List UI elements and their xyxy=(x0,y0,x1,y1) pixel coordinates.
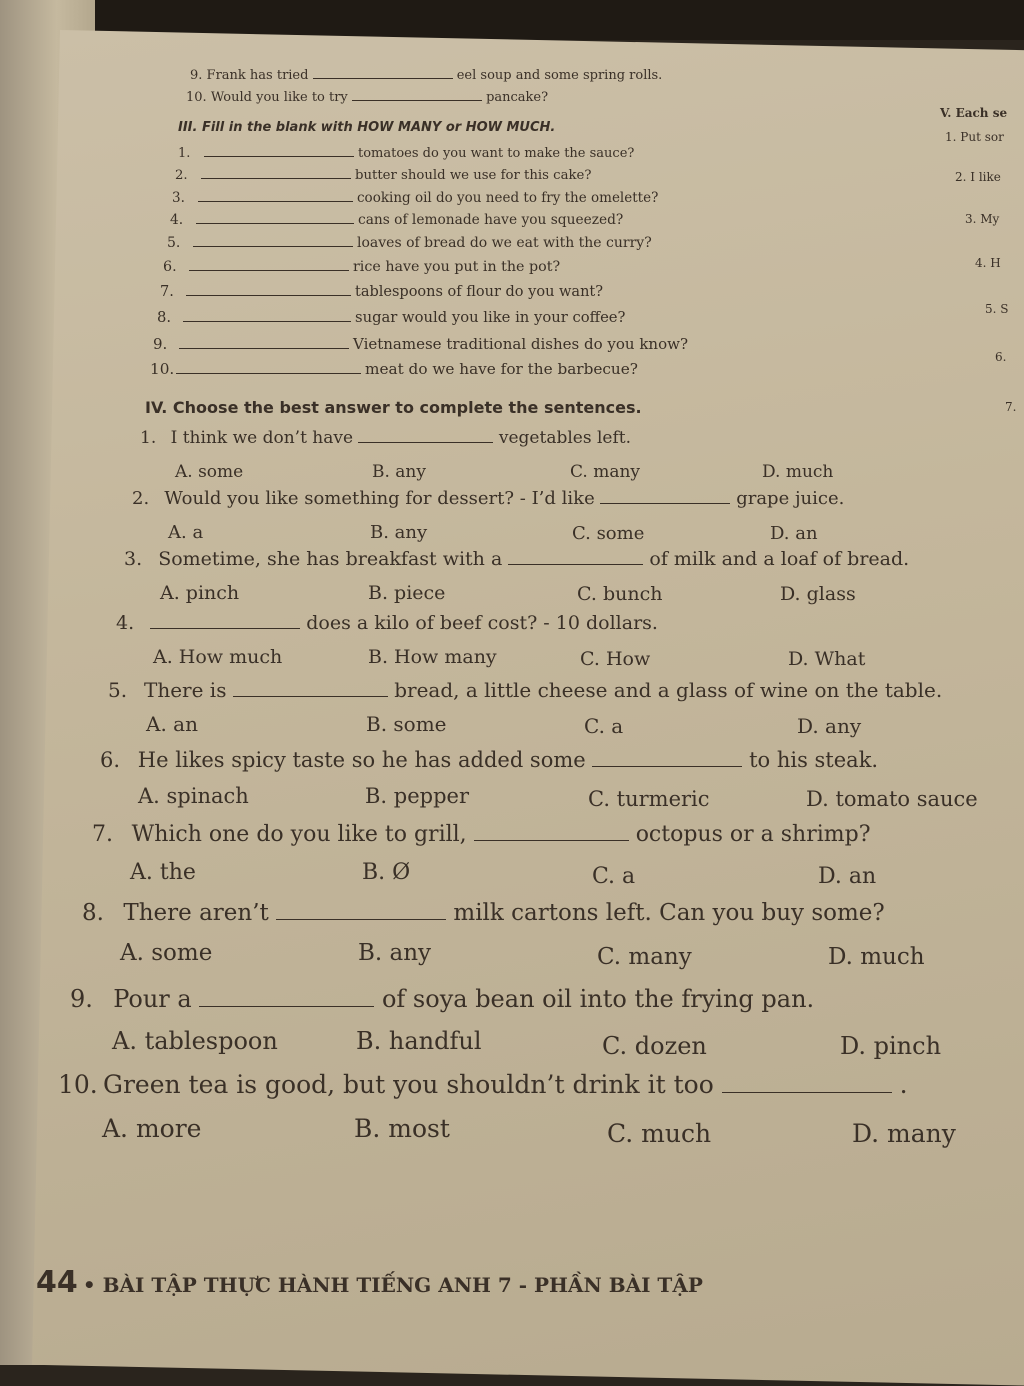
worksheet-page xyxy=(32,30,1024,1386)
item-number: 8. xyxy=(157,309,172,326)
option-d[interactable]: D. much xyxy=(828,944,925,970)
option-b[interactable]: B. How many xyxy=(368,646,497,668)
question-number: 5. xyxy=(108,678,128,702)
item-text: loaves of bread do we eat with the curry? xyxy=(357,235,652,251)
item-text: cans of lemonade have you squeezed? xyxy=(358,212,624,228)
question-2 xyxy=(132,488,844,509)
question-number: 9. xyxy=(190,68,203,83)
option-a[interactable]: A. an xyxy=(146,712,198,736)
option-c[interactable]: C. a xyxy=(584,714,624,738)
answer-blank[interactable] xyxy=(592,766,742,767)
item-number: 4. xyxy=(170,212,184,228)
page-number: 44 xyxy=(36,1265,78,1300)
section3-item xyxy=(178,146,634,161)
question-text: eel soup and some spring rolls. xyxy=(456,68,663,83)
answer-blank[interactable] xyxy=(276,919,446,920)
option-a[interactable]: A. pinch xyxy=(160,582,240,604)
option-a[interactable]: A. a xyxy=(168,522,204,543)
option-d[interactable]: D. What xyxy=(788,648,866,670)
question-8 xyxy=(82,900,885,926)
item-text: sugar would you like in your coffee? xyxy=(355,309,626,326)
section5-item: 2. I like xyxy=(955,170,1001,184)
section3-item xyxy=(175,168,591,183)
question-number: 10. xyxy=(58,1070,98,1099)
answer-blank[interactable] xyxy=(196,223,354,224)
question-text: . xyxy=(899,1070,908,1099)
question-text: Pour a xyxy=(113,985,192,1013)
item-number: 9. xyxy=(153,335,168,353)
option-b[interactable]: B. some xyxy=(366,712,447,736)
question-text: I think we don’t have xyxy=(170,428,354,448)
answer-blank[interactable] xyxy=(233,696,388,697)
section5-item: 3. My xyxy=(965,212,1000,226)
question-number: 10. xyxy=(186,90,207,105)
question-number: 4. xyxy=(116,612,135,634)
option-d[interactable]: D. much xyxy=(762,462,834,482)
item-number: 1. xyxy=(178,146,191,161)
option-a[interactable]: A. some xyxy=(175,462,244,482)
option-c[interactable]: C. turmeric xyxy=(588,787,710,811)
section5-item: 5. S xyxy=(985,302,1009,316)
question-text: Would you like something for dessert? - I’d like xyxy=(164,488,595,509)
option-b[interactable]: B. any xyxy=(370,522,428,543)
section3-item xyxy=(153,335,688,353)
item-text: tablespoons of flour do you want? xyxy=(355,284,604,300)
answer-blank[interactable] xyxy=(183,321,351,322)
question-text: does a kilo of beef cost? - 10 dollars. xyxy=(306,612,658,634)
section3-item xyxy=(163,259,560,275)
answer-blank[interactable] xyxy=(358,442,493,443)
section3-item xyxy=(150,360,638,378)
item-number: 7. xyxy=(160,284,174,300)
question-text: octopus or a shrimp? xyxy=(635,822,871,847)
option-d[interactable]: D. an xyxy=(770,523,818,544)
option-b[interactable]: B. any xyxy=(372,462,426,482)
option-c[interactable]: C. many xyxy=(597,944,692,970)
question-text: Green tea is good, but you shouldn’t drink it too xyxy=(103,1070,714,1099)
answer-blank[interactable] xyxy=(186,295,351,296)
question-text: Would you like to try xyxy=(210,90,348,105)
answer-blank[interactable] xyxy=(352,100,482,101)
section5-heading: V. Each se xyxy=(940,106,1008,120)
option-d[interactable]: D. an xyxy=(818,864,877,889)
answer-blank[interactable] xyxy=(722,1092,892,1093)
answer-blank[interactable] xyxy=(150,628,300,629)
option-b[interactable]: B. any xyxy=(358,940,432,966)
option-c[interactable]: C. many xyxy=(570,462,641,482)
question-9 xyxy=(70,985,814,1013)
question-number: 1. xyxy=(140,428,157,448)
answer-blank[interactable] xyxy=(313,78,453,79)
item-text: meat do we have for the barbecue? xyxy=(365,360,638,378)
section5-item: 7. xyxy=(1005,400,1017,414)
section4-heading: IV. Choose the best answer to complete the sentences. xyxy=(145,398,642,417)
question-text: vegetables left. xyxy=(498,428,631,448)
section3-heading: III. Fill in the blank with HOW MANY or HOW MUCH. xyxy=(178,120,556,135)
question-1 xyxy=(140,428,631,448)
question-text: Which one do you like to grill, xyxy=(131,822,467,847)
section2-q10 xyxy=(186,90,548,105)
question-text: There aren’t xyxy=(123,900,269,926)
item-text: tomatoes do you want to make the sauce? xyxy=(358,146,635,161)
section3-item xyxy=(170,212,623,228)
option-a[interactable]: A. tablespoon xyxy=(112,1027,278,1055)
question-text: bread, a little cheese and a glass of wine on the table. xyxy=(394,678,943,702)
answer-blank[interactable] xyxy=(179,348,349,349)
option-b[interactable]: B. most xyxy=(354,1114,450,1143)
question-text: milk cartons left. Can you buy some? xyxy=(453,900,885,926)
item-text: rice have you put in the pot? xyxy=(353,259,561,275)
question-number: 7. xyxy=(92,822,113,847)
question-text: grape juice. xyxy=(736,488,845,509)
option-d[interactable]: D. pinch xyxy=(840,1032,942,1060)
item-number: 2. xyxy=(175,168,188,183)
question-text: pancake? xyxy=(486,90,549,105)
option-c[interactable]: C. bunch xyxy=(577,583,663,605)
option-c[interactable]: C. How xyxy=(580,648,651,670)
section3-item xyxy=(160,284,603,300)
answer-blank[interactable] xyxy=(193,246,353,247)
option-a[interactable]: A. the xyxy=(130,860,196,885)
question-text: There is xyxy=(144,678,227,702)
section2-q9 xyxy=(190,68,662,83)
question-number: 2. xyxy=(132,488,150,509)
question-10 xyxy=(58,1070,908,1099)
answer-blank[interactable] xyxy=(176,373,361,374)
option-c[interactable]: C. dozen xyxy=(602,1032,707,1060)
item-number: 3. xyxy=(172,190,185,206)
answer-blank[interactable] xyxy=(204,156,354,157)
option-b[interactable]: B. Ø xyxy=(362,860,411,885)
question-text: of milk and a loaf of bread. xyxy=(649,548,910,570)
item-number: 6. xyxy=(163,259,177,275)
section3-item xyxy=(172,190,658,206)
option-b[interactable]: B. piece xyxy=(368,582,446,604)
section5-item: 1. Put sor xyxy=(945,130,1004,144)
option-d[interactable]: D. many xyxy=(852,1119,956,1148)
question-3 xyxy=(124,548,909,570)
section5-item: 6. xyxy=(995,350,1007,364)
option-a[interactable]: A. spinach xyxy=(138,784,249,808)
item-text: cooking oil do you need to fry the omelette? xyxy=(357,190,659,206)
option-b[interactable]: B. pepper xyxy=(365,784,470,808)
question-text: of soya bean oil into the frying pan. xyxy=(381,985,815,1013)
question-number: 3. xyxy=(124,548,143,570)
question-4 xyxy=(116,612,658,634)
option-a[interactable]: A. How much xyxy=(153,646,283,668)
answer-blank[interactable] xyxy=(198,201,353,202)
item-text: Vietnamese traditional dishes do you know? xyxy=(353,335,688,353)
answer-blank[interactable] xyxy=(474,840,629,841)
answer-blank[interactable] xyxy=(189,270,349,271)
question-text: Frank has tried xyxy=(206,68,309,83)
question-number: 9. xyxy=(70,985,93,1013)
question-text: He likes spicy taste so he has added some xyxy=(137,748,586,772)
item-text: butter should we use for this cake? xyxy=(355,168,592,183)
option-d[interactable]: D. tomato sauce xyxy=(806,787,978,811)
question-number: 8. xyxy=(82,900,104,926)
option-c[interactable]: C. a xyxy=(592,864,636,889)
question-5 xyxy=(108,678,942,702)
question-7 xyxy=(92,822,871,847)
question-text: Sometime, she has breakfast with a xyxy=(158,548,503,570)
section3-item xyxy=(157,309,625,326)
item-number: 5. xyxy=(167,235,181,251)
page-footer xyxy=(36,1265,703,1300)
option-a[interactable]: A. some xyxy=(120,940,213,966)
option-d[interactable]: D. glass xyxy=(780,583,856,605)
section5-item: 4. H xyxy=(975,256,1001,270)
option-b[interactable]: B. handful xyxy=(356,1027,482,1055)
question-text: to his steak. xyxy=(749,748,879,772)
option-c[interactable]: C. much xyxy=(607,1119,712,1148)
answer-blank[interactable] xyxy=(201,178,351,179)
answer-blank[interactable] xyxy=(508,564,643,565)
option-d[interactable]: D. any xyxy=(797,714,862,738)
section3-item xyxy=(167,235,652,251)
question-6 xyxy=(100,748,878,772)
answer-blank[interactable] xyxy=(199,1006,374,1007)
answer-blank[interactable] xyxy=(600,503,730,504)
question-number: 6. xyxy=(100,748,121,772)
item-number: 10. xyxy=(150,360,175,378)
option-c[interactable]: C. some xyxy=(572,523,645,544)
book-title: • BÀI TẬP THỰC HÀNH TIẾNG ANH 7 - PHẦN BÀI TẬP xyxy=(82,1273,703,1297)
option-a[interactable]: A. more xyxy=(102,1114,202,1143)
